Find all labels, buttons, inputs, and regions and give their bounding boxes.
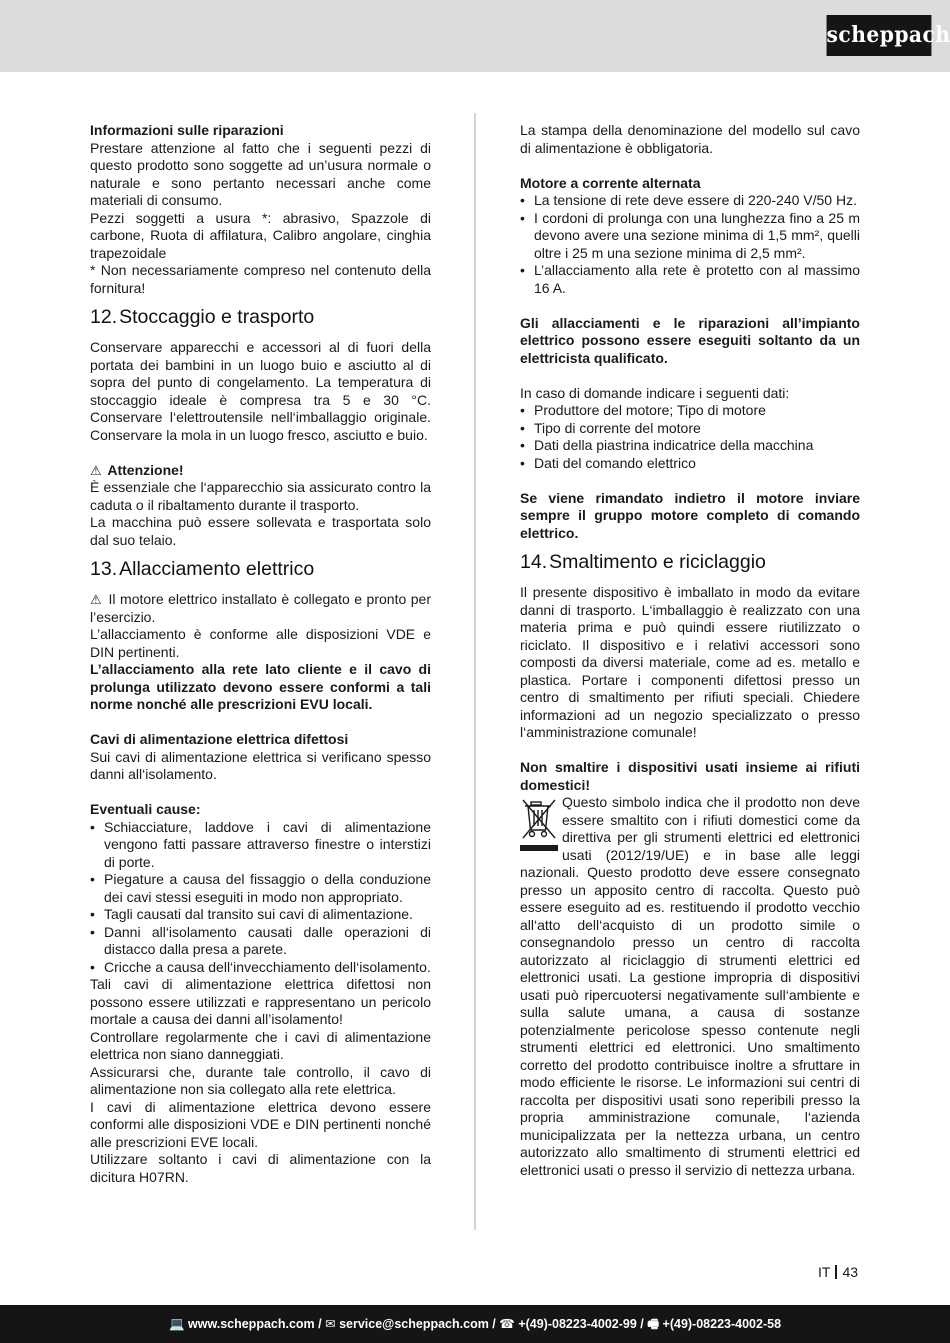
list-item: • L’allacciamento alla rete è protetto con al massimo 16 A. xyxy=(520,262,860,297)
brand-logo: scheppach xyxy=(827,15,932,56)
model-paragraph: La stampa della denominazione del modello sul cavo di alimentazione è obbligatoria. xyxy=(520,122,860,156)
attention-label: Attenzione! xyxy=(107,461,184,478)
list-item: • Danni all‘isolamento causati dalle operazioni di distacco dalla presa a parete. xyxy=(90,924,431,959)
section-14-heading xyxy=(520,550,860,574)
repair-paragraph-1: Prestare attenzione al fatto che i seguenti pezzi di questo prodotto sono soggette ad un’usura normale o naturale e sono pertanto necessari anche come materiali di consumo. xyxy=(90,139,431,208)
left-column xyxy=(90,122,431,1186)
cables-paragraph-5: I cavi di alimentazione elettrica devono essere conformi alle disposizioni VDE e DIN pertinenti nonché alle prescrizioni EVE locali. xyxy=(90,1098,431,1150)
cables-paragraph-3: Controllare regolarmente che i cavi di alimentazione elettrica non siano danneggiati. xyxy=(90,1028,431,1062)
right-column xyxy=(520,122,860,1179)
list-item: • Tipo di corrente del motore xyxy=(520,420,860,438)
page-number-separator xyxy=(835,1265,837,1279)
fax-icon: 🖷 xyxy=(647,1317,660,1331)
section-14-title: Smaltimento e riciclaggio xyxy=(549,551,766,573)
list-item: • Tagli causati dal transito sui cavi di alimentazione. xyxy=(90,906,431,924)
footer-bar xyxy=(0,1305,950,1343)
disposal-paragraph: Il presente dispositivo è imballato in modo da evitare danni di trasporto. L‘imballaggio è realizzato con una materia prima e può quindi essere riutilizzato o riciclato. Il dispositivo e i relativi accessori sono composti da diversi materiale, come ad es. metallo e plastica. Portare i componenti difettosi presso un centro di smaltimento per rifiuti speciali. Chiedere informazioni ad un negozio specializzato o presso l‘amministrazione comunale! xyxy=(520,584,860,740)
section-12-heading xyxy=(90,305,431,329)
mail-icon: ✉ xyxy=(325,1317,336,1331)
electrical-paragraph-2: L’allacciamento è conforme alle disposizioni VDE e DIN pertinenti. xyxy=(90,626,431,660)
list-item: • Dati della piastrina indicatrice della macchina xyxy=(520,437,860,455)
page-number-value: 43 xyxy=(842,1264,859,1280)
crossed-bin-icon xyxy=(520,796,558,854)
return-paragraph: Se viene rimandato indietro il motore inviare sempre il gruppo motore completo di comando elettrico. xyxy=(520,489,860,541)
electrical-paragraph-1 xyxy=(90,591,431,626)
electrical-paragraph-1-text: Il motore elettrico installato è collegato e pronto per l’esercizio. xyxy=(90,591,431,625)
section-13-title: Allacciamento elettrico xyxy=(119,558,315,580)
list-item: • Piegature a causa del fissaggio o della conduzione dei cavi stessi eseguiti in modo non appropriato. xyxy=(90,871,431,906)
household-waste-title: Non smaltire i dispositivi usati insieme ai rifiuti domestici! xyxy=(520,759,860,793)
list-item: • Cricche a causa dell‘invecchiamento dell‘isolamento. xyxy=(90,959,431,977)
phone-icon: ☎ xyxy=(499,1317,515,1331)
questions-list xyxy=(520,402,860,472)
ac-motor-title: Motore a corrente alternata xyxy=(520,174,701,191)
electrical-paragraph-3: L’allacciamento alla rete lato cliente e il cavo di prolunga utilizzato devono essere conformi a tali norme nonché alle prescrizioni EVU locali. xyxy=(90,661,431,712)
ac-motor-list xyxy=(520,192,860,297)
warning-triangle-icon: ⚠ xyxy=(90,462,102,478)
cables-title: Cavi di alimentazione elettrica difettosi xyxy=(90,731,349,747)
repair-paragraph-2: Pezzi soggetti a usura *: abrasivo, Spazzole di carbone, Ruota di affilatura, Calibro angolare, cinghia trapezoidale xyxy=(90,209,431,261)
attention-paragraph-2: La macchina può essere sollevata e trasportata solo dal suo telaio. xyxy=(90,514,431,548)
causes-list xyxy=(90,819,431,977)
footer-separator: / xyxy=(636,1317,648,1331)
attention-heading xyxy=(90,462,431,480)
cables-paragraph-4: Assicurarsi che, durante tale controllo, il cavo di alimentazione non sia collegato alla rete elettrica. xyxy=(90,1063,431,1097)
attention-paragraph-1: È essenziale che l‘apparecchio sia assicurato contro la caduta o il ribaltamento durante il trasporto. xyxy=(90,479,431,513)
list-item: • Produttore del motore; Tipo di motore xyxy=(520,402,860,420)
section-13-heading xyxy=(90,557,431,581)
list-item: • La tensione di rete deve essere di 220-240 V/50 Hz. xyxy=(520,192,860,210)
weee-paragraph: Questo simbolo indica che il prodotto non deve essere smaltito con i rifiuti domestici come da direttiva per gli strumenti elettrici ed elettronici usati (2012/19/UE) e in base alle leggi nazionali. Questo prodotto deve essere consegnato presso un apposito centro di raccolta. Questo può essere eseguito ad es. restituendo il prodotto vecchio all‘atto dell‘acquisto di un prodotto simile o consegnandolo presso un centro di raccolta autorizzato al riciclaggio di strumenti elettrici ed elettronici usati. La gestione impropria di dispositivi usati può ripercuotersi negativamente sull‘ambiente e sulla salute umana, a causa di sostanze potenzialmente pericolose spesso contenute negli strumenti elettrici ed elettronici. Uno smaltimento corretto del prodotto contribuisce inoltre a sfruttare in modo efficiente le risorse. Le informazioni sui centri di raccolta per dispositivi usati sono reperibili presso la propria amministrazione comunale, l‘azienda municipalizzata per la nettezza urbana, un centro autorizzato allo smaltimento di strumenti elettrici ed elettronici usati o presso il servizio di nettezza urbana. xyxy=(520,794,860,1178)
section-13-number: 13. xyxy=(90,558,118,580)
footer-separator: / xyxy=(488,1317,500,1331)
list-item: • I cordoni di prolunga con una lunghezza fino a 25 m devono avere una sezione minima di 1,5 mm², quelli oltre i 25 m una sezione minima di 2,5 mm². xyxy=(520,210,860,263)
cables-paragraph-6: Utilizzare soltanto i cavi di alimentazione con la dicitura H07RN. xyxy=(90,1151,431,1185)
fax-number: +(49)-08223-4002-58 xyxy=(662,1317,782,1331)
page-number xyxy=(818,1264,858,1281)
section-12-number: 12. xyxy=(90,306,118,328)
computer-icon: 💻 xyxy=(168,1317,185,1331)
section-12-title: Stoccaggio e trasporto xyxy=(119,306,315,328)
header-bar xyxy=(0,0,950,72)
cables-paragraph-1: Sui cavi di alimentazione elettrica si verificano spesso danni all‘isolamento. xyxy=(90,748,431,782)
phone-number: +(49)-08223-4002-99 xyxy=(518,1317,637,1331)
list-item: • Schiacciature, laddove i cavi di alimentazione vengono fatti passare attraverso finestre o interstizi di porte. xyxy=(90,819,431,872)
questions-paragraph: In caso di domande indicare i seguenti dati: xyxy=(520,384,790,401)
website-link[interactable]: www.scheppach.com xyxy=(188,1317,315,1331)
warning-triangle-icon: ⚠ xyxy=(90,592,102,607)
list-item: • Dati del comando elettrico xyxy=(520,455,860,473)
email-link[interactable]: service@scheppach.com xyxy=(339,1317,489,1331)
electrician-paragraph: Gli allacciamenti e le riparazioni all’impianto elettrico possono essere eseguiti soltanto da un elettricista qualificato. xyxy=(520,314,860,366)
cables-paragraph-2: Tali cavi di alimentazione elettrica difettosi non possono essere utilizzati e rappresentano un pericolo mortale a causa dei danni all’isolamento! xyxy=(90,976,431,1027)
footer-separator: / xyxy=(314,1317,326,1331)
causes-title: Eventuali cause: xyxy=(90,801,201,817)
storage-paragraph: Conservare apparecchi e accessori al di fuori della portata dei bambini in un luogo buio e asciutto al di sopra del punto di congelamento. La temperatura di stoccaggio ideale è compresa tra 5 e 30 °C. Conservare l‘elettroutensile nell‘imballaggio originale. Conservare la mola in un luogo fresco, asciutto e buio. xyxy=(90,339,431,443)
repair-title: Informazioni sulle riparazioni xyxy=(90,122,284,138)
repair-paragraph-3: * Non necessariamente compreso nel contenuto della fornitura! xyxy=(90,262,431,296)
page-language: IT xyxy=(818,1264,831,1280)
section-14-number: 14. xyxy=(520,551,548,573)
column-divider xyxy=(474,113,476,1230)
